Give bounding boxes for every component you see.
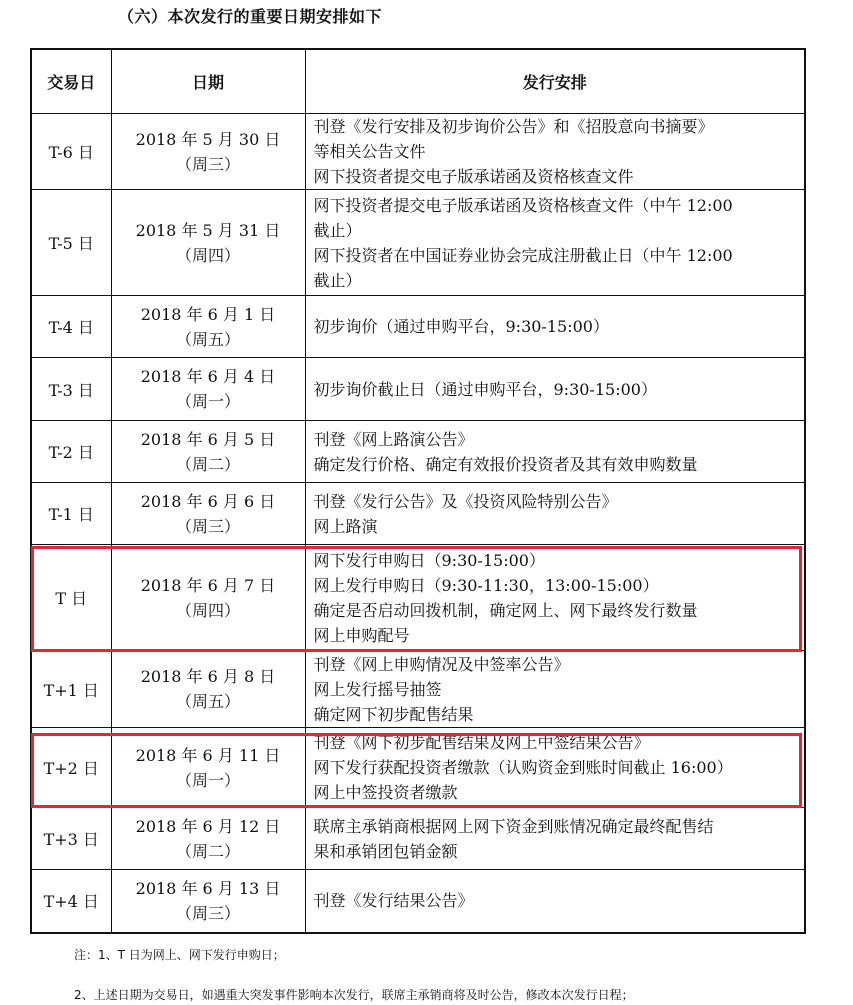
weekday-text: （周三） [175, 516, 240, 536]
weekday-text: （周三） [175, 154, 240, 174]
date-cell [111, 545, 305, 651]
arrangement-line: 初步询价（通过申购平台，9:30-15:00） [313, 317, 609, 336]
arrangement-line: 确定网下初步配售结果 [313, 704, 474, 724]
date-cell [111, 483, 305, 545]
date-cell [111, 296, 305, 358]
table-row [31, 190, 805, 296]
arrangement-line: 网上申购配号 [313, 625, 410, 645]
date-cell [111, 358, 305, 421]
weekday-text: （周一） [175, 770, 240, 790]
arrangement-line: 刊登《发行安排及初步询价公告》和《招股意向书摘要》 [313, 117, 714, 136]
date-cell [111, 870, 305, 933]
arrangement-line: 确定是否启动回拨机制，确定网上、网下最终发行数量 [313, 600, 698, 620]
arrangement-line: 初步询价截止日（通过申购平台，9:30-15:00） [313, 379, 657, 399]
arrangement-line: 网下投资者在中国证券业协会完成注册截止日（中午 12:00 [313, 245, 733, 265]
weekday-text: （周三） [175, 903, 240, 923]
date-text: 2018 年 6 月 13 日 [135, 878, 281, 898]
weekday-text: （周一） [175, 392, 240, 411]
arrangement-line: 网下发行获配投资者缴款（认购资金到账时间截止 16:00） [313, 758, 733, 777]
weekday-text: （周四） [175, 245, 240, 265]
date-cell [111, 114, 305, 190]
table-row [31, 296, 805, 358]
date-text: 2018 年 6 月 5 日 [140, 429, 276, 449]
arrangement-line: 网上路演 [313, 516, 378, 536]
arrangement-line: 果和承销团包销金额 [313, 841, 458, 861]
date-text: 2018 年 5 月 31 日 [135, 220, 281, 240]
arrangement-line: 刊登《网上路演公告》 [313, 429, 474, 449]
table-row [31, 483, 805, 545]
arrangement-cell [305, 358, 805, 421]
weekday-text: （周二） [175, 841, 240, 861]
section-heading: （六）本次发行的重要日期安排如下 [118, 7, 383, 26]
arrangement-line: 网下发行申购日（9:30-15:00） [313, 550, 545, 570]
date-text: 2018 年 5 月 30 日 [135, 129, 281, 149]
date-cell [111, 651, 305, 728]
table-row [31, 114, 805, 190]
header-arrangement: 发行安排 [305, 49, 805, 114]
arrangement-line: 等相关公告文件 [313, 142, 426, 161]
arrangement-cell [305, 483, 805, 545]
weekday-text: （周五） [175, 329, 240, 349]
trading-day-cell: T 日 [31, 545, 111, 651]
arrangement-line: 刊登《网上申购情况及中签率公告》 [313, 654, 570, 674]
trading-day-cell: T-2 日 [31, 421, 111, 483]
arrangement-line: 确定发行价格、确定有效报价投资者及其有效申购数量 [313, 454, 698, 474]
arrangement-line: 刊登《发行公告》及《投资风险特别公告》 [313, 491, 618, 511]
table-row [31, 421, 805, 483]
trading-day-cell: T-5 日 [31, 190, 111, 296]
arrangement-line: 截止） [313, 220, 362, 240]
table-row [31, 651, 805, 728]
trading-day-cell: T+1 日 [31, 651, 111, 728]
date-text: 2018 年 6 月 11 日 [135, 745, 281, 765]
table-row [31, 358, 805, 421]
arrangement-line: 网上发行申购日（9:30-11:30，13:00-15:00） [313, 575, 659, 595]
arrangement-cell [305, 870, 805, 933]
arrangement-line: 网下投资者提交电子版承诺函及资格核查文件（中午 12:00 [313, 195, 733, 215]
header-date: 日期 [111, 49, 305, 114]
schedule-table [30, 48, 806, 934]
trading-day-cell: T-1 日 [31, 483, 111, 545]
arrangement-line: 截止） [313, 270, 362, 290]
arrangement-cell [305, 728, 805, 808]
arrangement-line: 网上中签投资者缴款 [313, 783, 458, 802]
date-cell [111, 728, 305, 808]
table-row [31, 545, 805, 651]
arrangement-line: 网上发行摇号抽签 [313, 679, 442, 699]
trading-day-cell: T-6 日 [31, 114, 111, 190]
trading-day-cell: T-4 日 [31, 296, 111, 358]
date-text: 2018 年 6 月 8 日 [140, 667, 276, 686]
date-cell [111, 808, 305, 870]
weekday-text: （周五） [175, 692, 240, 711]
date-cell [111, 421, 305, 483]
date-text: 2018 年 6 月 6 日 [140, 491, 276, 511]
arrangement-line: 联席主承销商根据网上网下资金到账情况确定最终配售结 [313, 816, 714, 836]
table-header-row [31, 49, 805, 114]
note-1: 注：1、T 日为网上、网下发行申购日； [74, 948, 285, 962]
date-cell [111, 190, 305, 296]
table-row [31, 870, 805, 933]
arrangement-cell [305, 296, 805, 358]
arrangement-cell [305, 808, 805, 870]
trading-day-cell: T+2 日 [31, 728, 111, 808]
trading-day-cell: T+3 日 [31, 808, 111, 870]
weekday-text: （周四） [175, 600, 240, 620]
date-text: 2018 年 6 月 12 日 [135, 816, 281, 836]
note-2: 2、上述日期为交易日，如遇重大突发事件影响本次发行，联席主承销商将及时公告，修改本次发行日程； [74, 988, 634, 1002]
trading-day-cell: T+4 日 [31, 870, 111, 933]
arrangement-line: 网下投资者提交电子版承诺函及资格核查文件 [313, 167, 634, 186]
arrangement-cell [305, 114, 805, 190]
trading-day-cell: T-3 日 [31, 358, 111, 421]
date-text: 2018 年 6 月 7 日 [140, 575, 276, 595]
arrangement-cell [305, 421, 805, 483]
arrangement-cell [305, 545, 805, 651]
table-row [31, 808, 805, 870]
arrangement-line: 刊登《网下初步配售结果及网上中签结果公告》 [313, 733, 650, 752]
date-text: 2018 年 6 月 4 日 [140, 367, 276, 386]
arrangement-cell [305, 651, 805, 728]
table-row [31, 728, 805, 808]
header-trading-day: 交易日 [31, 49, 111, 114]
date-text: 2018 年 6 月 1 日 [140, 304, 276, 324]
arrangement-cell [305, 190, 805, 296]
weekday-text: （周二） [175, 454, 240, 474]
arrangement-line: 刊登《发行结果公告》 [313, 891, 474, 911]
